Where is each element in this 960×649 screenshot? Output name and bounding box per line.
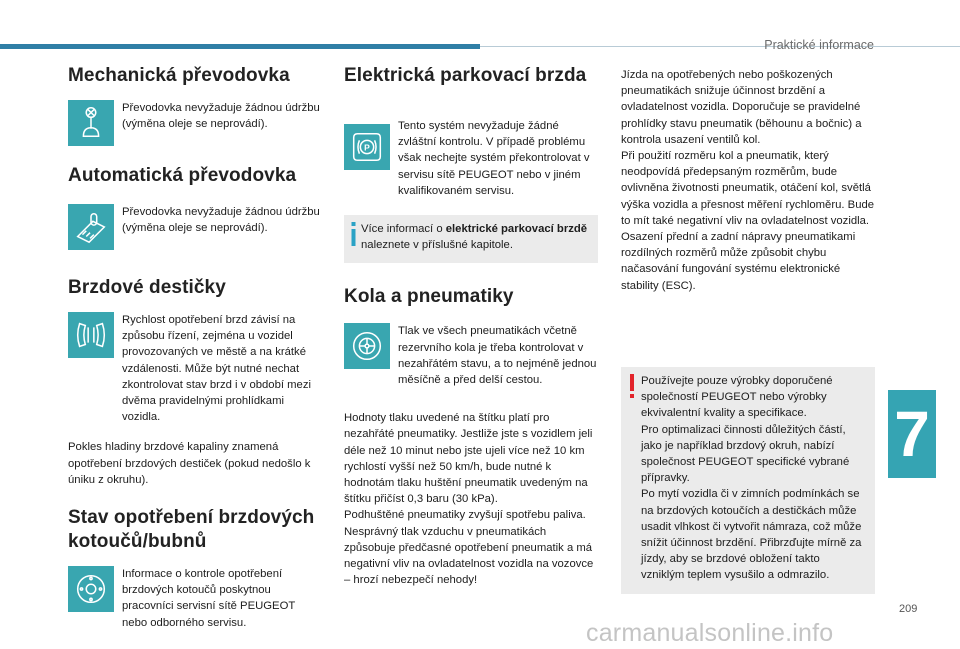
brake-pads-block <box>68 312 326 425</box>
brake-disc-icon <box>68 566 114 612</box>
manual-gearbox-block <box>68 100 326 146</box>
brake-fluid-note: Pokles hladiny brzdové kapaliny znamená opotřebení brzdových destiček (pokud nedošlo k úniku z okruhu). <box>68 441 311 486</box>
header-rule <box>480 46 960 47</box>
chapter-tab <box>888 390 936 478</box>
section-title: Praktické informace <box>764 38 874 52</box>
brake-pads-icon <box>68 312 114 358</box>
damaged-tyres-text: Jízda na opotřebených nebo poškozených pneumatikách snižuje účinnost brzdění a ovladatelnost vozidla. Doporučuje se pravidelné prohlídky stavu pneumatik (běhounu a bočnic) a kontrola usazení ventilů kol. <box>621 69 862 146</box>
tyres-text: Tlak ve všech pneumatikách včetně rezervního kola je třeba kontrolovat v nezahřátém stavu, a to nejméně jednou měsíčně a před delší cestou. <box>398 325 597 387</box>
tyre-sizes-text: Při použití rozměru kol a pneumatik, který neodpovídá předepsaným rozměrům, bude ovlivněna životnosti pneumatik, otáčení kol, světlá výška vozidla a přesnost měření rychloměru. Bude to mít také negativní vliv na ovladatelnost vozidla. <box>621 150 875 227</box>
info-suffix: naleznete v příslušné kapitole. <box>361 239 513 252</box>
column-2 <box>344 64 600 588</box>
tyres-block <box>344 323 600 388</box>
column-1 <box>68 64 326 631</box>
warning-box <box>621 367 875 594</box>
automatic-gear-selector-icon <box>68 204 114 250</box>
gear-lever-icon <box>68 100 114 146</box>
brake-discs-text: Informace o kontrole opotřebení brzdových kotoučů poskytnou pracovníci servisní sítě PEUGEOT nebo odborného servisu. <box>122 568 296 629</box>
header-bar <box>0 44 480 49</box>
tyre-pressure-text: Hodnoty tlaku uvedené na štítku platí pro nezahřáté pneumatiky. Jestliže jste s vozidlem jeli déle než 10 minut nebo jste ujeli více než 10 km rychlostí vyšší než 50 km/h, bude nutné k hodnotám tlaku huštění pneumatik uvedeným na štítku přičíst 0,3 baru (30 kPa). <box>344 412 593 506</box>
axle-tyres-text: Osazení přední a zadní nápravy pneumatikami rozdílných rozměrů může způsobit chybu načasování fungování systému elektronické stability (ESC). <box>621 231 856 292</box>
brake-pads-heading: Brzdové destičky <box>68 277 226 298</box>
brake-discs-block <box>68 566 326 631</box>
column-3 <box>621 64 876 582</box>
parking-brake-text: Tento systém nevyžaduje žádné zvláštní kontrolu. V případě problému však nechejte systém překontrolovat v servisu sítě PEUGEOT nebo v jiném kvalifikovaném servisu. <box>398 120 590 197</box>
warning-text-2: Pro optimalizaci činnosti důležitých částí, jako je například brzdový okruh, nabízí společnost PEUGEOT specifické vybrané přípravky. <box>641 423 850 485</box>
svg-text:P: P <box>364 142 370 153</box>
warning-text-1: Používejte pouze výrobky doporučené společností PEUGEOT nebo výrobky ekvivalentní kvality a specifikace. <box>641 375 833 420</box>
underinflation-text: Podhuštěné pneumatiky zvyšují spotřebu paliva. Nesprávný tlak vzduchu v pneumatikách způsobuje předčasné opotřebení pneumatik a má negativní vliv na ovladatelnost vozidla na vozovce – hrozí nebezpečí nehody! <box>344 509 594 587</box>
warning-icon <box>629 374 635 398</box>
parking-brake-heading: Elektrická parkovací brzda <box>344 65 587 86</box>
automatic-gearbox-text: Převodovka nevyžaduje žádnou údržbu (výměna oleje se neprovádí). <box>122 206 320 235</box>
info-bold: elektrické parkovací brzdě <box>445 223 588 236</box>
warning-text-3: Po mytí vozidla či v zimních podmínkách se na brzdových kotoučích a destičkách může usadit vlhkost či vytvořit námraza, což může snížit účinnost brzdění. Přibrzďujte mírně za jízdy, aby se brzdové obložení takto vzniklým teplem vysušilo a odmrazilo. <box>641 488 862 582</box>
info-icon <box>351 222 356 246</box>
brake-pads-text: Rychlost opotřebení brzd závisí na způsobu řízení, zejména u vozidel provozovaných ve městě a na krátké vzdálenosti. Může být nutné nechat zkontrolovat stav brzd i v období mezi dvěma pravidelnými prohlídkami vozidla. <box>122 314 311 424</box>
tyres-heading: Kola a pneumatiky <box>344 286 514 308</box>
info-prefix: Více informací o <box>361 223 446 236</box>
parking-brake-warning-icon <box>344 124 390 170</box>
brake-discs-heading: Stav opotřebení brzdových kotoučů/bubnů <box>68 507 315 553</box>
manual-gearbox-text: Převodovka nevyžaduje žádnou údržbu (výměna oleje se neprovádí). <box>122 102 320 131</box>
chapter-number: 7 <box>894 398 930 470</box>
parking-brake-info-box <box>344 215 598 263</box>
parking-brake-block <box>344 118 600 199</box>
automatic-gearbox-block <box>68 204 326 250</box>
watermark: carmanualsonline.info <box>586 619 834 647</box>
tyre-icon <box>344 323 390 369</box>
manual-gearbox-heading: Mechanická převodovka <box>68 65 290 86</box>
page-number: 209 <box>899 603 918 615</box>
automatic-gearbox-heading: Automatická převodovka <box>68 165 297 186</box>
